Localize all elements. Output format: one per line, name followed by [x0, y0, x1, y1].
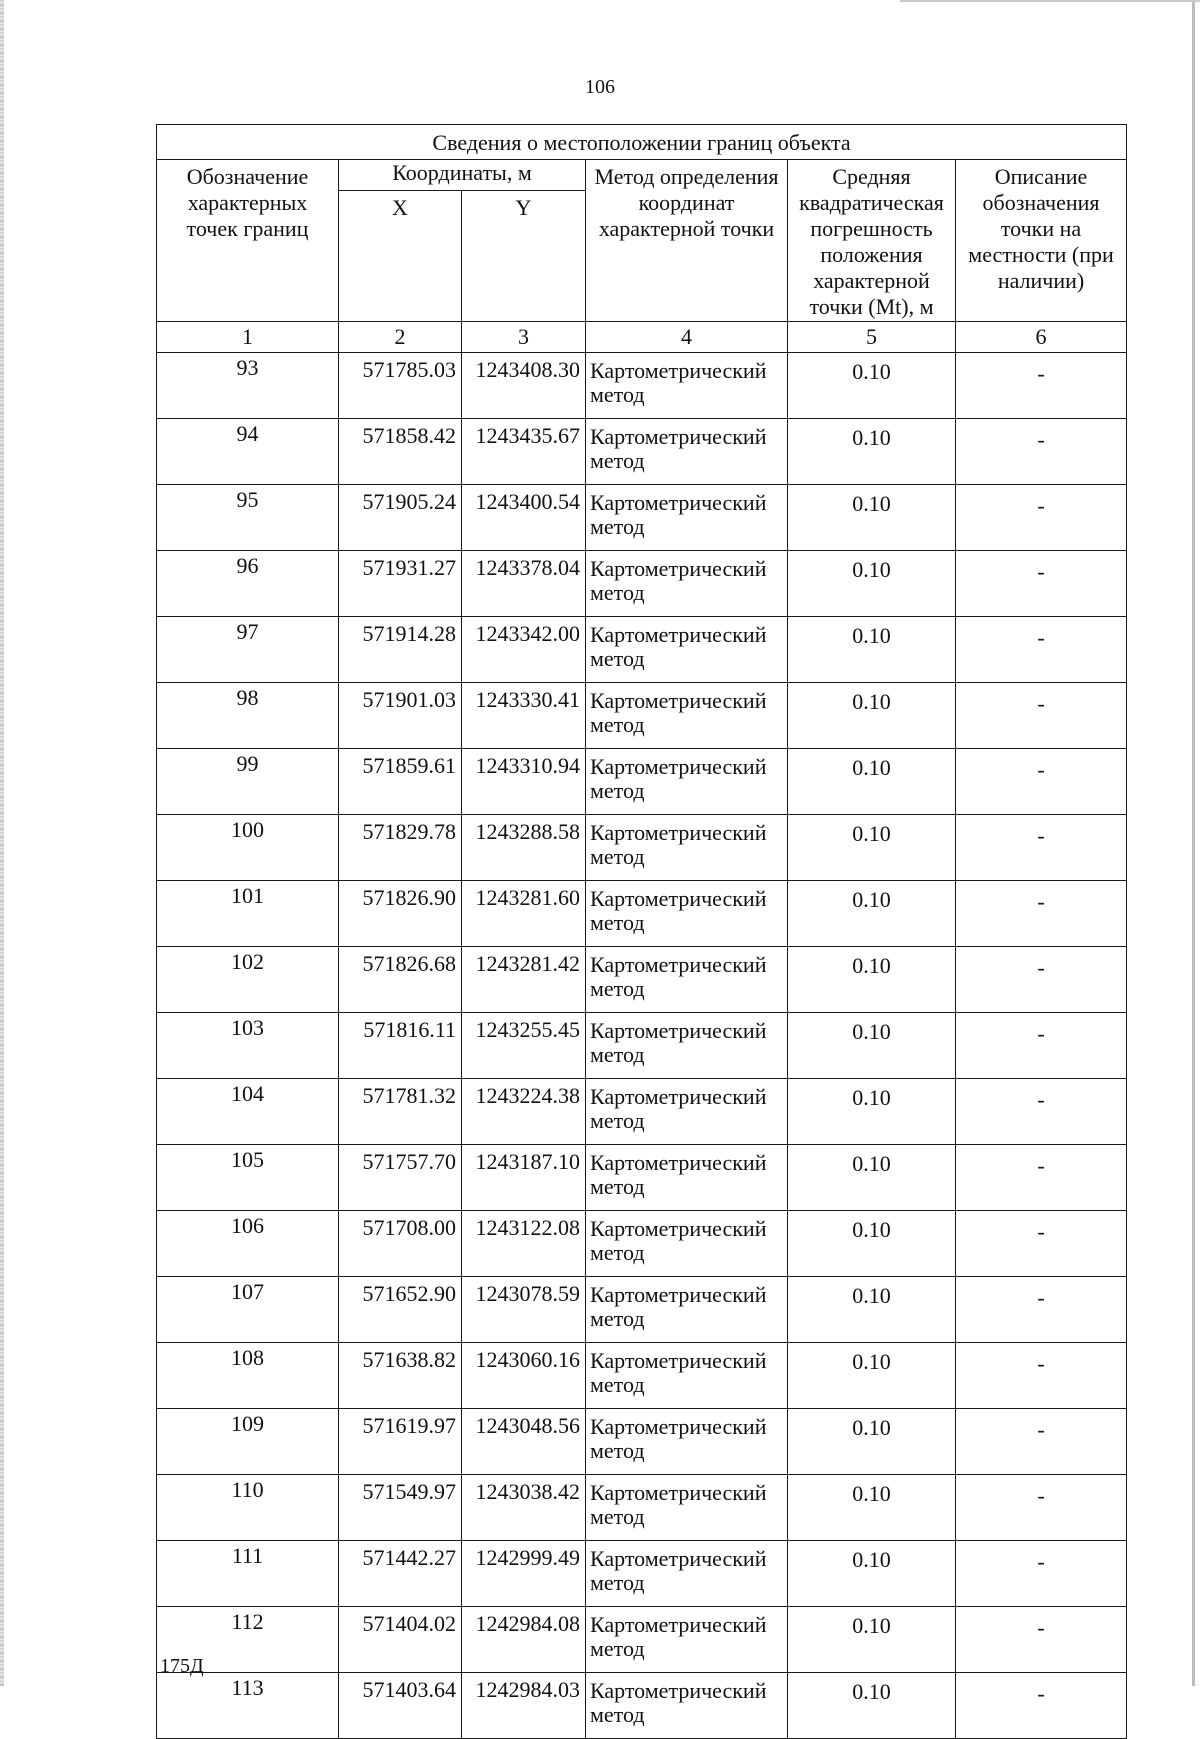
mean-error-cell: 0.10 [788, 1541, 956, 1607]
description-cell: - [956, 947, 1127, 1013]
mean-error-cell: 0.10 [788, 947, 956, 1013]
method-cell: Картометрический метод [586, 551, 788, 617]
point-id-cell: 104 [157, 1079, 339, 1145]
x-coordinate-cell: 571708.00 [339, 1211, 462, 1277]
description-cell: - [956, 1211, 1127, 1277]
y-coordinate-cell: 1243038.42 [462, 1475, 586, 1541]
point-id-cell: 103 [157, 1013, 339, 1079]
x-coordinate-cell: 571826.90 [339, 881, 462, 947]
boundary-coordinates-table [156, 124, 1127, 1739]
header-description: Описание обозначения точки на местности (при наличии) [956, 160, 1127, 322]
description-cell: - [956, 1673, 1127, 1739]
table-row [157, 1145, 1127, 1211]
method-cell: Картометрический метод [586, 1607, 788, 1673]
method-cell: Картометрический метод [586, 1475, 788, 1541]
header-coordinates: Координаты, м [339, 160, 586, 191]
table-row [157, 947, 1127, 1013]
description-cell: - [956, 353, 1127, 419]
mean-error-cell: 0.10 [788, 683, 956, 749]
table-row [157, 485, 1127, 551]
point-id-cell: 94 [157, 419, 339, 485]
header-y: Y [462, 191, 586, 322]
table-row [157, 749, 1127, 815]
method-cell: Картометрический метод [586, 1277, 788, 1343]
column-number: 5 [788, 322, 956, 353]
x-coordinate-cell: 571829.78 [339, 815, 462, 881]
description-cell: - [956, 419, 1127, 485]
table-row [157, 1079, 1127, 1145]
scan-edge-right [1192, 0, 1195, 1686]
x-coordinate-cell: 571816.11 [339, 1013, 462, 1079]
y-coordinate-cell: 1243187.10 [462, 1145, 586, 1211]
mean-error-cell: 0.10 [788, 1079, 956, 1145]
description-cell: - [956, 1145, 1127, 1211]
point-id-cell: 111 [157, 1541, 339, 1607]
table-row [157, 881, 1127, 947]
x-coordinate-cell: 571826.68 [339, 947, 462, 1013]
y-coordinate-cell: 1243224.38 [462, 1079, 586, 1145]
header-mean-error: Средняя квадратическая погрешность положения характерной точки (Mt), м [788, 160, 956, 322]
mean-error-cell: 0.10 [788, 1673, 956, 1739]
x-coordinate-cell: 571619.97 [339, 1409, 462, 1475]
table-row [157, 353, 1127, 419]
table-row [157, 1277, 1127, 1343]
x-coordinate-cell: 571442.27 [339, 1541, 462, 1607]
table-row [157, 617, 1127, 683]
description-cell: - [956, 1409, 1127, 1475]
table-row [157, 1673, 1127, 1739]
mean-error-cell: 0.10 [788, 815, 956, 881]
mean-error-cell: 0.10 [788, 551, 956, 617]
method-cell: Картометрический метод [586, 1343, 788, 1409]
method-cell: Картометрический метод [586, 1541, 788, 1607]
description-cell: - [956, 1277, 1127, 1343]
method-cell: Картометрический метод [586, 1673, 788, 1739]
description-cell: - [956, 1475, 1127, 1541]
description-cell: - [956, 683, 1127, 749]
point-id-cell: 95 [157, 485, 339, 551]
y-coordinate-cell: 1243400.54 [462, 485, 586, 551]
point-id-cell: 100 [157, 815, 339, 881]
mean-error-cell: 0.10 [788, 1607, 956, 1673]
point-id-cell: 99 [157, 749, 339, 815]
method-cell: Картометрический метод [586, 353, 788, 419]
method-cell: Картометрический метод [586, 947, 788, 1013]
table-row [157, 683, 1127, 749]
mean-error-cell: 0.10 [788, 1145, 956, 1211]
method-cell: Картометрический метод [586, 485, 788, 551]
x-coordinate-cell: 571652.90 [339, 1277, 462, 1343]
point-id-cell: 107 [157, 1277, 339, 1343]
y-coordinate-cell: 1243288.58 [462, 815, 586, 881]
point-id-cell: 109 [157, 1409, 339, 1475]
footer-code: 175Д [160, 1655, 204, 1677]
y-coordinate-cell: 1243435.67 [462, 419, 586, 485]
y-coordinate-cell: 1242999.49 [462, 1541, 586, 1607]
mean-error-cell: 0.10 [788, 485, 956, 551]
method-cell: Картометрический метод [586, 1409, 788, 1475]
method-cell: Картометрический метод [586, 1079, 788, 1145]
table-body [157, 353, 1127, 1739]
y-coordinate-cell: 1243255.45 [462, 1013, 586, 1079]
y-coordinate-cell: 1243378.04 [462, 551, 586, 617]
x-coordinate-cell: 571781.32 [339, 1079, 462, 1145]
x-coordinate-cell: 571549.97 [339, 1475, 462, 1541]
table-row [157, 1607, 1127, 1673]
point-id-cell: 113 [157, 1673, 339, 1739]
y-coordinate-cell: 1243281.42 [462, 947, 586, 1013]
x-coordinate-cell: 571403.64 [339, 1673, 462, 1739]
point-id-cell: 96 [157, 551, 339, 617]
method-cell: Картометрический метод [586, 749, 788, 815]
description-cell: - [956, 617, 1127, 683]
header-method: Метод определения координат характерной точки [586, 160, 788, 322]
description-cell: - [956, 1013, 1127, 1079]
point-id-cell: 110 [157, 1475, 339, 1541]
x-coordinate-cell: 571931.27 [339, 551, 462, 617]
mean-error-cell: 0.10 [788, 1211, 956, 1277]
x-coordinate-cell: 571859.61 [339, 749, 462, 815]
description-cell: - [956, 881, 1127, 947]
mean-error-cell: 0.10 [788, 1013, 956, 1079]
point-id-cell: 108 [157, 1343, 339, 1409]
x-coordinate-cell: 571404.02 [339, 1607, 462, 1673]
point-id-cell: 97 [157, 617, 339, 683]
description-cell: - [956, 1607, 1127, 1673]
header-point-designation: Обозначение характерных точек границ [157, 160, 339, 322]
y-coordinate-cell: 1242984.08 [462, 1607, 586, 1673]
x-coordinate-cell: 571638.82 [339, 1343, 462, 1409]
y-coordinate-cell: 1243048.56 [462, 1409, 586, 1475]
table-row [157, 419, 1127, 485]
y-coordinate-cell: 1243330.41 [462, 683, 586, 749]
point-id-cell: 112 [157, 1607, 339, 1673]
page-number: 106 [585, 76, 615, 98]
x-coordinate-cell: 571858.42 [339, 419, 462, 485]
description-cell: - [956, 551, 1127, 617]
column-number: 3 [462, 322, 586, 353]
table-row [157, 1343, 1127, 1409]
y-coordinate-cell: 1243342.00 [462, 617, 586, 683]
y-coordinate-cell: 1243281.60 [462, 881, 586, 947]
y-coordinate-cell: 1243408.30 [462, 353, 586, 419]
method-cell: Картометрический метод [586, 1211, 788, 1277]
mean-error-cell: 0.10 [788, 749, 956, 815]
table-row [157, 1541, 1127, 1607]
method-cell: Картометрический метод [586, 419, 788, 485]
table-row [157, 1409, 1127, 1475]
point-id-cell: 98 [157, 683, 339, 749]
method-cell: Картометрический метод [586, 1013, 788, 1079]
description-cell: - [956, 485, 1127, 551]
point-id-cell: 101 [157, 881, 339, 947]
column-number: 4 [586, 322, 788, 353]
table-row [157, 551, 1127, 617]
table-caption: Сведения о местоположении границ объекта [157, 125, 1127, 160]
method-cell: Картометрический метод [586, 815, 788, 881]
mean-error-cell: 0.10 [788, 1277, 956, 1343]
y-coordinate-cell: 1243310.94 [462, 749, 586, 815]
header-x: X [339, 191, 462, 322]
point-id-cell: 102 [157, 947, 339, 1013]
table-row [157, 815, 1127, 881]
description-cell: - [956, 1541, 1127, 1607]
mean-error-cell: 0.10 [788, 881, 956, 947]
method-cell: Картометрический метод [586, 683, 788, 749]
x-coordinate-cell: 571785.03 [339, 353, 462, 419]
x-coordinate-cell: 571914.28 [339, 617, 462, 683]
scan-edge-top [900, 0, 1200, 2]
table-row [157, 1013, 1127, 1079]
mean-error-cell: 0.10 [788, 1475, 956, 1541]
x-coordinate-cell: 571757.70 [339, 1145, 462, 1211]
column-number: 2 [339, 322, 462, 353]
mean-error-cell: 0.10 [788, 1343, 956, 1409]
x-coordinate-cell: 571901.03 [339, 683, 462, 749]
description-cell: - [956, 749, 1127, 815]
mean-error-cell: 0.10 [788, 617, 956, 683]
point-id-cell: 105 [157, 1145, 339, 1211]
description-cell: - [956, 1079, 1127, 1145]
column-number: 6 [956, 322, 1127, 353]
x-coordinate-cell: 571905.24 [339, 485, 462, 551]
description-cell: - [956, 815, 1127, 881]
method-cell: Картометрический метод [586, 881, 788, 947]
scan-edge-left [0, 0, 4, 1686]
mean-error-cell: 0.10 [788, 1409, 956, 1475]
method-cell: Картометрический метод [586, 617, 788, 683]
column-number-row [157, 322, 1127, 353]
point-id-cell: 93 [157, 353, 339, 419]
method-cell: Картометрический метод [586, 1145, 788, 1211]
y-coordinate-cell: 1242984.03 [462, 1673, 586, 1739]
y-coordinate-cell: 1243060.16 [462, 1343, 586, 1409]
y-coordinate-cell: 1243122.08 [462, 1211, 586, 1277]
point-id-cell: 106 [157, 1211, 339, 1277]
table-row [157, 1475, 1127, 1541]
table-row [157, 1211, 1127, 1277]
y-coordinate-cell: 1243078.59 [462, 1277, 586, 1343]
mean-error-cell: 0.10 [788, 419, 956, 485]
mean-error-cell: 0.10 [788, 353, 956, 419]
description-cell: - [956, 1343, 1127, 1409]
column-number: 1 [157, 322, 339, 353]
